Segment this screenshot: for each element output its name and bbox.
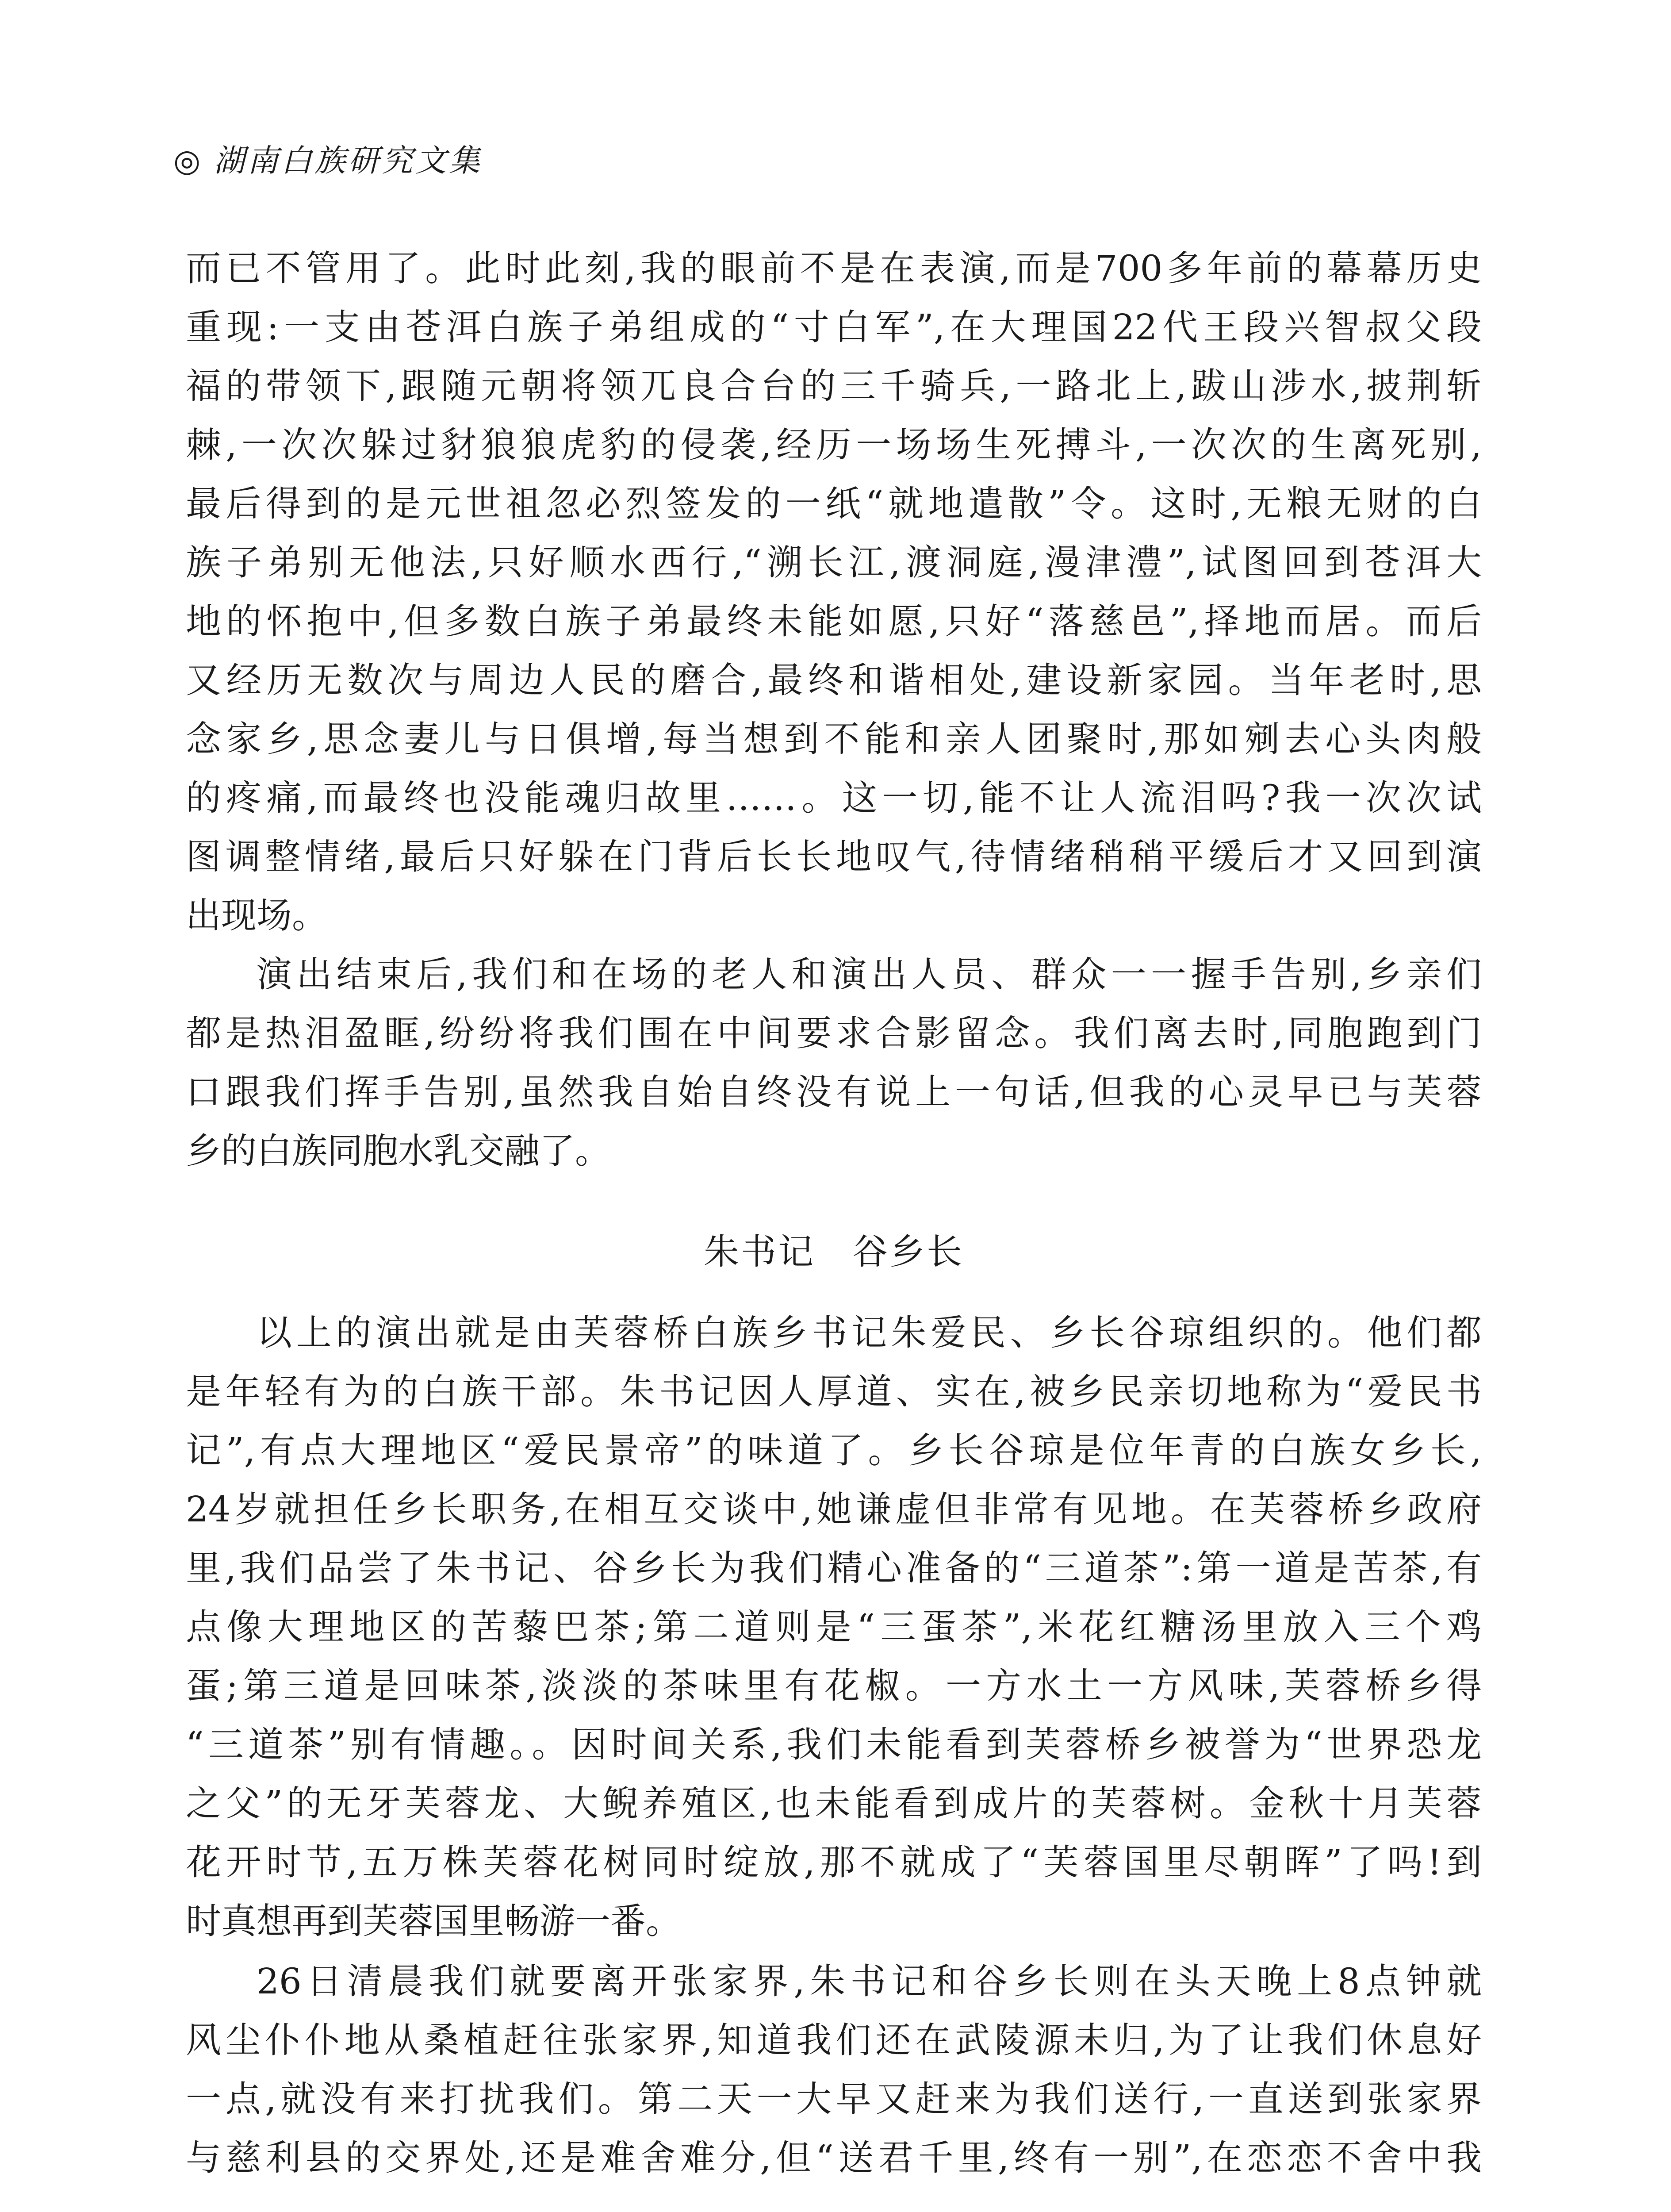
- text-line: 蛋;第三道是回味茶,淡淡的茶味里有花椒。一方水土一方风味,芙蓉桥乡得: [186, 1665, 1482, 1706]
- text-line: 又经历无数次与周边人民的磨合,最终和谐相处,建设新家园。当年老时,思: [186, 660, 1482, 701]
- text-line: 福的带领下,跟随元朝将领兀良合台的三千骑兵,一路北上,跋山涉水,披荆斩: [186, 365, 1482, 407]
- text-line: “三道茶”别有情趣。。因时间关系,我们未能看到芙蓉桥乡被誉为“世界恐龙: [186, 1724, 1482, 1765]
- text-line: 风尘仆仆地从桑植赶往张家界,知道我们还在武陵源未归,为了让我们休息好: [186, 2020, 1482, 2061]
- text-line: 里,我们品尝了朱书记、谷乡长为我们精心准备的“三道茶”:第一道是苦茶,有: [186, 1548, 1482, 1589]
- text-line: 出现场。: [186, 895, 327, 936]
- circle-mark-icon: ◎: [173, 142, 203, 179]
- running-header: [173, 141, 483, 180]
- text-line: 以上的演出就是由芙蓉桥白族乡书记朱爱民、乡长谷琼组织的。他们都: [257, 1312, 1482, 1353]
- text-line: 之父”的无牙芙蓉龙、大鲵养殖区,也未能看到成片的芙蓉树。金秋十月芙蓉: [186, 1783, 1482, 1824]
- paragraph-2: [186, 945, 1482, 1180]
- text-line: 是年轻有为的白族干部。朱书记因人厚道、实在,被乡民亲切地称为“爱民书: [186, 1371, 1482, 1412]
- text-line: 与慈利县的交界处,还是难舍难分,但“送君千里,终有一别”,在恋恋不舍中我: [186, 2137, 1482, 2178]
- text-line: 的疼痛,而最终也没能魂归故里……。这一切,能不让人流泪吗?我一次次试: [186, 777, 1482, 818]
- text-line: 记”,有点大理地区“爱民景帝”的味道了。乡长谷琼是位年青的白族女乡长,: [186, 1430, 1482, 1471]
- text-line: 点像大理地区的苦藜巴茶;第二道则是“三蛋茶”,米花红糖汤里放入三个鸡: [186, 1606, 1482, 1647]
- paragraph-3: [186, 1303, 1482, 1951]
- text-line: 口跟我们挥手告别,虽然我自始自终没有说上一句话,但我的心灵早已与芙蓉: [186, 1071, 1482, 1113]
- text-line: 棘,一次次躲过豺狼狼虎豹的侵袭,经历一场场生死搏斗,一次次的生离死别,: [186, 424, 1482, 465]
- text-line: 地的怀抱中,但多数白族子弟最终未能如愿,只好“落慈邑”,择地而居。而后: [186, 601, 1482, 642]
- text-line: 演出结束后,我们和在场的老人和演出人员、群众一一握手告别,乡亲们: [257, 954, 1482, 995]
- text-line: 念家乡,思念妻儿与日俱增,每当想到不能和亲人团聚时,那如剜去心头肉般: [186, 718, 1482, 760]
- text-line: 而已不管用了。此时此刻,我的眼前不是在表演,而是700多年前的幕幕历史: [186, 248, 1482, 289]
- text-line: 24岁就担任乡长职务,在相互交谈中,她谦虚但非常有见地。在芙蓉桥乡政府: [186, 1489, 1482, 1530]
- text-line: 都是热泪盈眶,纷纷将我们围在中间要求合影留念。我们离去时,同胞跑到门: [186, 1013, 1482, 1054]
- paragraph-4: [186, 1952, 1482, 2187]
- paragraph-1: [186, 239, 1482, 945]
- text-line: 26日清晨我们就要离开张家界,朱书记和谷乡长则在头天晚上8点钟就: [257, 1961, 1482, 2002]
- text-line: 最后得到的是元世祖忽必烈签发的一纸“就地遣散”令。这时,无粮无财的白: [186, 483, 1482, 524]
- section-title: 朱书记 谷乡长: [704, 1231, 964, 1272]
- text-line: 图调整情绪,最后只好躲在门背后长长地叹气,待情绪稍稍平缓后才又回到演: [186, 836, 1482, 877]
- text-line: 花开时节,五万株芙蓉花树同时绽放,那不就成了“芙蓉国里尽朝晖”了吗!到: [186, 1842, 1482, 1883]
- book-title: 湖南白族研究文集: [214, 142, 483, 179]
- text-line: 乡的白族同胞水乳交融了。: [186, 1130, 610, 1171]
- text-line: 族子弟别无他法,只好顺水西行,“溯长江,渡洞庭,漫津澧”,试图回到苍洱大: [186, 542, 1482, 583]
- text-line: 一点,就没有来打扰我们。第二天一大早又赶来为我们送行,一直送到张家界: [186, 2078, 1482, 2120]
- text-line: 重现:一支由苍洱白族子弟组成的“寸白军”,在大理国22代王段兴智叔父段: [186, 307, 1482, 348]
- text-line: 时真想再到芙蓉国里畅游一番。: [186, 1901, 681, 1942]
